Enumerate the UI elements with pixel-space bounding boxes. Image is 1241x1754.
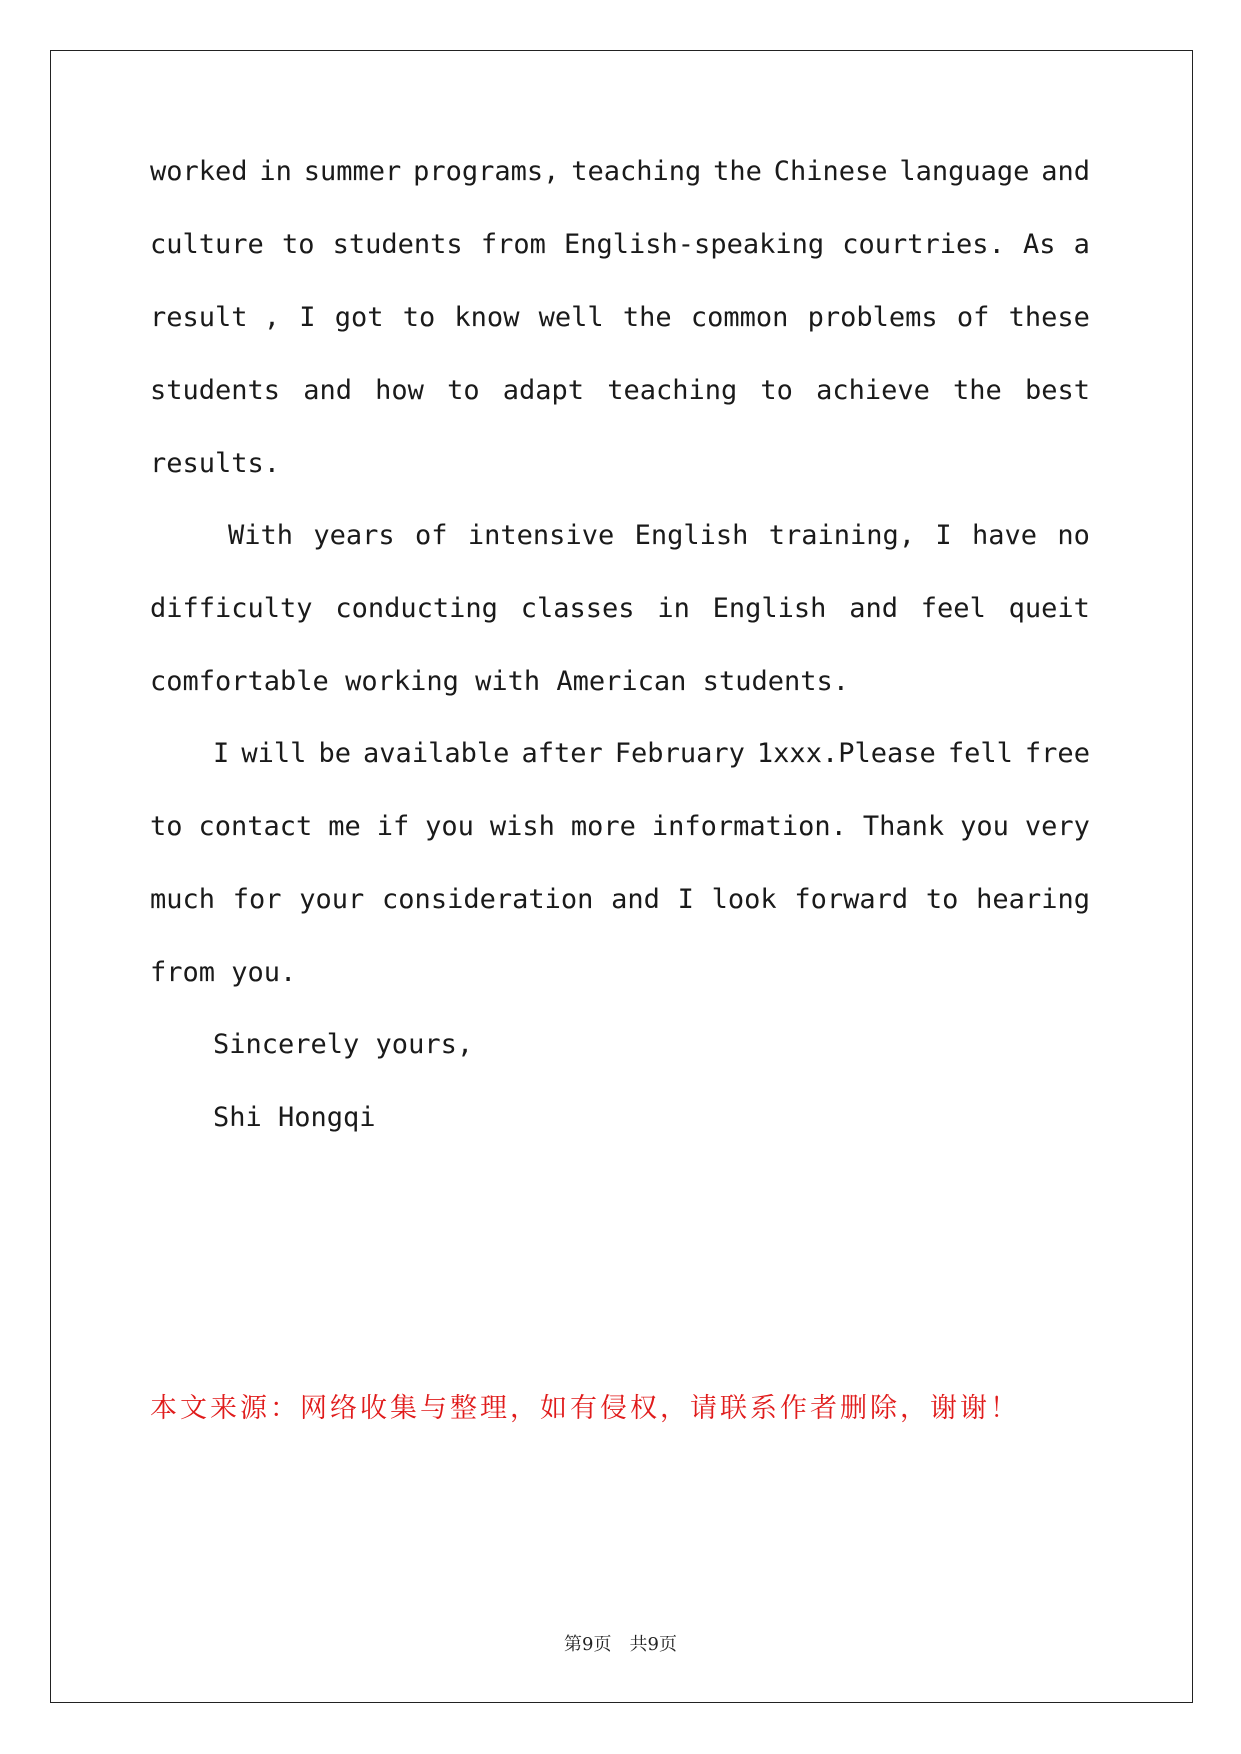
- word: you: [960, 811, 1009, 842]
- body-line: [150, 301, 1090, 335]
- word: English-speaking: [564, 229, 825, 260]
- word: from: [480, 229, 546, 260]
- word: how: [375, 375, 424, 406]
- word: know: [454, 302, 520, 333]
- word: have: [972, 520, 1038, 551]
- word: the: [622, 302, 672, 333]
- word: available: [363, 738, 510, 769]
- word: conducting: [335, 593, 498, 624]
- word: me: [328, 811, 361, 842]
- word: common: [690, 302, 789, 333]
- word: information.: [651, 811, 847, 842]
- word: I: [299, 302, 316, 333]
- word: students: [332, 229, 463, 260]
- word: look: [711, 884, 777, 915]
- word: the: [713, 156, 762, 187]
- body-line: [150, 592, 1090, 626]
- word: classes: [520, 593, 635, 624]
- word: free: [1024, 738, 1090, 769]
- body-line: [150, 374, 1090, 408]
- word: English: [634, 520, 749, 551]
- word: and: [1041, 156, 1090, 187]
- word: very: [1024, 811, 1090, 842]
- word: teaching: [607, 375, 738, 406]
- body-line: comfortable working with American students.: [150, 666, 849, 697]
- word: well: [538, 302, 604, 333]
- body-line: [150, 883, 1090, 917]
- word: training,: [768, 520, 916, 551]
- word: of: [415, 520, 448, 551]
- word: be: [318, 738, 351, 769]
- word: feel: [920, 593, 986, 624]
- word: summer: [303, 156, 402, 187]
- word: to: [150, 811, 183, 842]
- word: more: [570, 811, 636, 842]
- word: intensive: [467, 520, 615, 551]
- word: the: [953, 375, 1002, 406]
- word: best: [1024, 375, 1090, 406]
- word: difficulty: [150, 593, 313, 624]
- body-line: [150, 228, 1090, 262]
- body-line: Sincerely yours,: [213, 1029, 474, 1060]
- word: to: [281, 229, 315, 260]
- word: in: [259, 156, 292, 187]
- word: your: [299, 884, 365, 915]
- source-notice: 本文来源：网络收集与整理，如有侵权，请联系作者删除，谢谢！: [150, 1393, 1020, 1424]
- word: and: [303, 375, 352, 406]
- word: a: [1073, 229, 1090, 260]
- word: of: [956, 302, 990, 333]
- word: language: [899, 156, 1030, 187]
- word: to: [402, 302, 436, 333]
- word: years: [313, 520, 395, 551]
- word: courtries.: [842, 229, 1005, 260]
- page-frame: [50, 50, 1193, 1703]
- word: I: [677, 884, 694, 915]
- word: I: [935, 520, 952, 551]
- word: wish: [489, 811, 555, 842]
- body-line: [228, 519, 1090, 553]
- word: to: [760, 375, 793, 406]
- word: With: [228, 520, 294, 551]
- word: February: [614, 738, 745, 769]
- word: no: [1057, 520, 1090, 551]
- word: and: [611, 884, 660, 915]
- word: adapt: [502, 375, 585, 406]
- word: after: [521, 738, 603, 769]
- word: forward: [794, 884, 909, 915]
- word: English: [712, 593, 827, 624]
- word: for: [232, 884, 282, 915]
- body-line: from you.: [150, 957, 297, 988]
- word: these: [1008, 302, 1090, 333]
- word: to: [925, 884, 959, 915]
- body-line: results.: [150, 448, 281, 479]
- word: teaching: [571, 156, 702, 187]
- word: fell: [947, 738, 1013, 769]
- word: I: [213, 738, 230, 769]
- body-line: Shi Hongqi: [213, 1102, 376, 1133]
- word: hearing: [976, 884, 1090, 915]
- word: consideration: [382, 884, 594, 915]
- word: in: [657, 593, 690, 624]
- word: Thank: [862, 811, 945, 842]
- body-line: [150, 155, 1090, 189]
- word: contact: [198, 811, 313, 842]
- word: problems: [807, 302, 938, 333]
- word: achieve: [816, 375, 930, 406]
- word: if: [376, 811, 410, 842]
- word: queit: [1008, 593, 1090, 624]
- word: Chinese: [773, 156, 888, 187]
- word: and: [849, 593, 898, 624]
- word: will: [241, 738, 307, 769]
- word: you: [425, 811, 474, 842]
- word: got: [334, 302, 384, 333]
- word: students: [150, 375, 281, 406]
- word: to: [447, 375, 480, 406]
- word: much: [150, 884, 216, 915]
- page-footer: 第9页 共9页: [564, 1634, 677, 1655]
- body-line: [150, 810, 1090, 844]
- word: As: [1022, 229, 1056, 260]
- word: result ,: [150, 302, 281, 333]
- word: 1xxx.Please: [756, 738, 936, 769]
- word: worked: [150, 156, 248, 187]
- body-line: [213, 737, 1090, 771]
- word: culture: [150, 229, 264, 260]
- word: programs,: [413, 156, 560, 187]
